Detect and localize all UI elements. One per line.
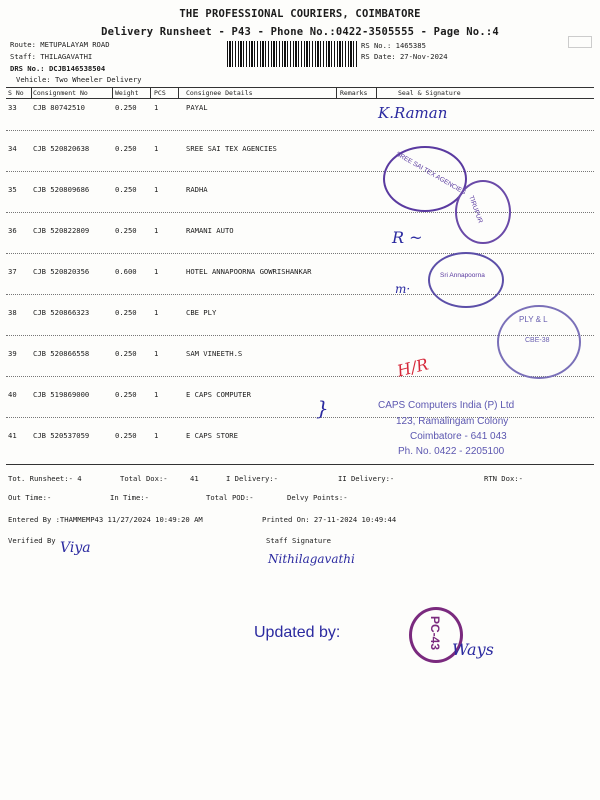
row-sno: 34 (8, 144, 17, 153)
annapoorna-stamp-text: Sri Annapoorna (440, 272, 485, 279)
caps-stamp-line2: 123, Ramalingam Colony (396, 416, 509, 427)
drs-no: DRS No.: DCJB146538504 (10, 64, 106, 73)
i-delivery: I Delivery:- (226, 474, 278, 483)
table-header-rule (6, 98, 594, 99)
delvy-points: Delvy Points:- (287, 493, 348, 502)
row-rule (6, 171, 594, 172)
row-sno: 36 (8, 226, 17, 235)
rs-no: RS No.: 1465385 (361, 41, 426, 50)
verified-by: Verified By (8, 536, 56, 545)
col-divider (150, 88, 151, 98)
row-consignee: E CAPS STORE (186, 431, 238, 440)
sree-sai-stamp-text: SREE SAI TEX AGENCIES (394, 150, 467, 197)
col-divider (376, 88, 377, 98)
tirupur-stamp (455, 180, 511, 244)
col-divider (178, 88, 179, 98)
row-weight: 0.250 (115, 390, 137, 399)
row-rule (6, 130, 594, 131)
table-top-rule (6, 87, 594, 88)
row-consignment: CJB 520866558 (33, 349, 90, 358)
col-consignment: Consignment No (33, 89, 88, 97)
tot-runsheet: Tot. Runsheet:- 4 (8, 474, 82, 483)
company-title: THE PROFESSIONAL COURIERS, COIMBATORE (179, 8, 421, 20)
rs-date: RS Date: 27-Nov-2024 (361, 52, 448, 61)
printed-on: Printed On: 27-11-2024 10:49:44 (262, 515, 397, 524)
col-pcs: PCS (154, 89, 166, 97)
vehicle: Vehicle: Two Wheeler Delivery (16, 75, 142, 84)
row-weight: 0.250 (115, 431, 137, 440)
col-divider (31, 88, 32, 98)
staff-signature: Staff Signature (266, 536, 331, 545)
rtn-dox: RTN Dox:- (484, 474, 523, 483)
row-sno: 38 (8, 308, 17, 317)
row-weight: 0.250 (115, 226, 137, 235)
out-time: Out Time:- (8, 493, 52, 502)
verify-signature: Viya (60, 540, 91, 556)
col-divider (336, 88, 337, 98)
cbe-ply-stamp-sub: CBE-38 (525, 337, 550, 344)
row-consignment: CJB 520820356 (33, 267, 90, 276)
total-dox-value: 41 (190, 474, 199, 483)
cbe-ply-stamp-text: PLY & L (519, 315, 548, 324)
row-consignment: CJB 520866323 (33, 308, 90, 317)
sree-sai-stamp (383, 146, 467, 212)
row-consignment: CJB 80742510 (33, 103, 85, 112)
updated-signature: Ways (452, 640, 494, 659)
row-weight: 0.250 (115, 103, 137, 112)
row-rule (6, 376, 594, 377)
col-sno: S No (8, 89, 24, 97)
row-weight: 0.250 (115, 144, 137, 153)
row-consignee: E CAPS COMPUTER (186, 390, 251, 399)
row-pcs: 1 (154, 267, 159, 276)
row-consignee: RAMANI AUTO (186, 226, 234, 235)
row-weight: 0.250 (115, 308, 137, 317)
row-weight: 0.600 (115, 267, 137, 276)
col-consignee: Consignee Details (186, 89, 253, 97)
row-sno: 41 (8, 431, 17, 440)
staff-handwritten-signature: Nithilagavathi (268, 552, 355, 566)
row-weight: 0.250 (115, 349, 137, 358)
row-consignee: HOTEL ANNAPOORNA GOWRISHANKAR (186, 267, 312, 276)
row-sno: 33 (8, 103, 17, 112)
runsheet-title: Delivery Runsheet - P43 - Phone No.:0422-3505555 - Page No.:4 (101, 26, 499, 38)
entered-by: Entered By :THAMMEMP43 11/27/2024 10:49:20 AM (8, 515, 203, 524)
row-consignee: SAM VINEETH.S (186, 349, 243, 358)
col-seal: Seal & Signature (398, 89, 461, 97)
row-consignment: CJB 520537059 (33, 431, 90, 440)
total-dox-label: Total Dox:- (120, 474, 168, 483)
col-divider (112, 88, 113, 98)
row-rule (6, 294, 594, 295)
row-consignment: CJB 520822809 (33, 226, 90, 235)
corner-box (568, 36, 592, 48)
row-sno: 35 (8, 185, 17, 194)
signature-row33: K.Raman (378, 104, 448, 122)
row-consignee: RADHA (186, 185, 208, 194)
barcode (227, 41, 357, 67)
row-pcs: 1 (154, 431, 159, 440)
tirupur-stamp-text: TIRUPUR (467, 194, 484, 225)
row-pcs: 1 (154, 308, 159, 317)
row-consignee: SREE SAI TEX AGENCIES (186, 144, 277, 153)
row-sno: 37 (8, 267, 17, 276)
row-consignment: CJB 520809686 (33, 185, 90, 194)
row-weight: 0.250 (115, 185, 137, 194)
row-consignee: PAYAL (186, 103, 208, 112)
row-pcs: 1 (154, 103, 159, 112)
row-consignee: CBE PLY (186, 308, 217, 317)
staff: Staff: THILAGAVATHI (10, 52, 93, 61)
row-pcs: 1 (154, 390, 159, 399)
row-pcs: 1 (154, 185, 159, 194)
signature-row37: m· (395, 282, 411, 296)
row-pcs: 1 (154, 226, 159, 235)
caps-stamp-line1: CAPS Computers India (P) Ltd (378, 400, 515, 411)
updated-by-note: Updated by: (254, 624, 341, 641)
row-sno: 40 (8, 390, 17, 399)
caps-stamp-line4: Ph. No. 0422 - 2205100 (398, 446, 505, 457)
row-pcs: 1 (154, 349, 159, 358)
row-consignment: CJB 520820638 (33, 144, 90, 153)
signature-row40: } (316, 396, 329, 420)
signature-row36: R ~ (392, 228, 423, 247)
row-sno: 39 (8, 349, 17, 358)
col-remarks: Remarks (340, 89, 368, 97)
caps-stamp-line3: Coimbatore - 641 043 (410, 431, 507, 442)
cbe-ply-stamp (497, 305, 581, 379)
annapoorna-stamp (428, 252, 504, 308)
row-pcs: 1 (154, 144, 159, 153)
in-time: In Time:- (110, 493, 149, 502)
table-bottom-rule (6, 464, 594, 465)
row-consignment: CJB 519869000 (33, 390, 90, 399)
col-weight: Weight (115, 89, 139, 97)
route: Route: METUPALAYAM ROAD (10, 40, 110, 49)
remark-row39: H/R (395, 354, 431, 381)
total-pod: Total POD:- (206, 493, 254, 502)
pc43-stamp-text: PC-43 (428, 615, 443, 651)
row-rule (6, 253, 594, 254)
ii-delivery: II Delivery:- (338, 474, 395, 483)
